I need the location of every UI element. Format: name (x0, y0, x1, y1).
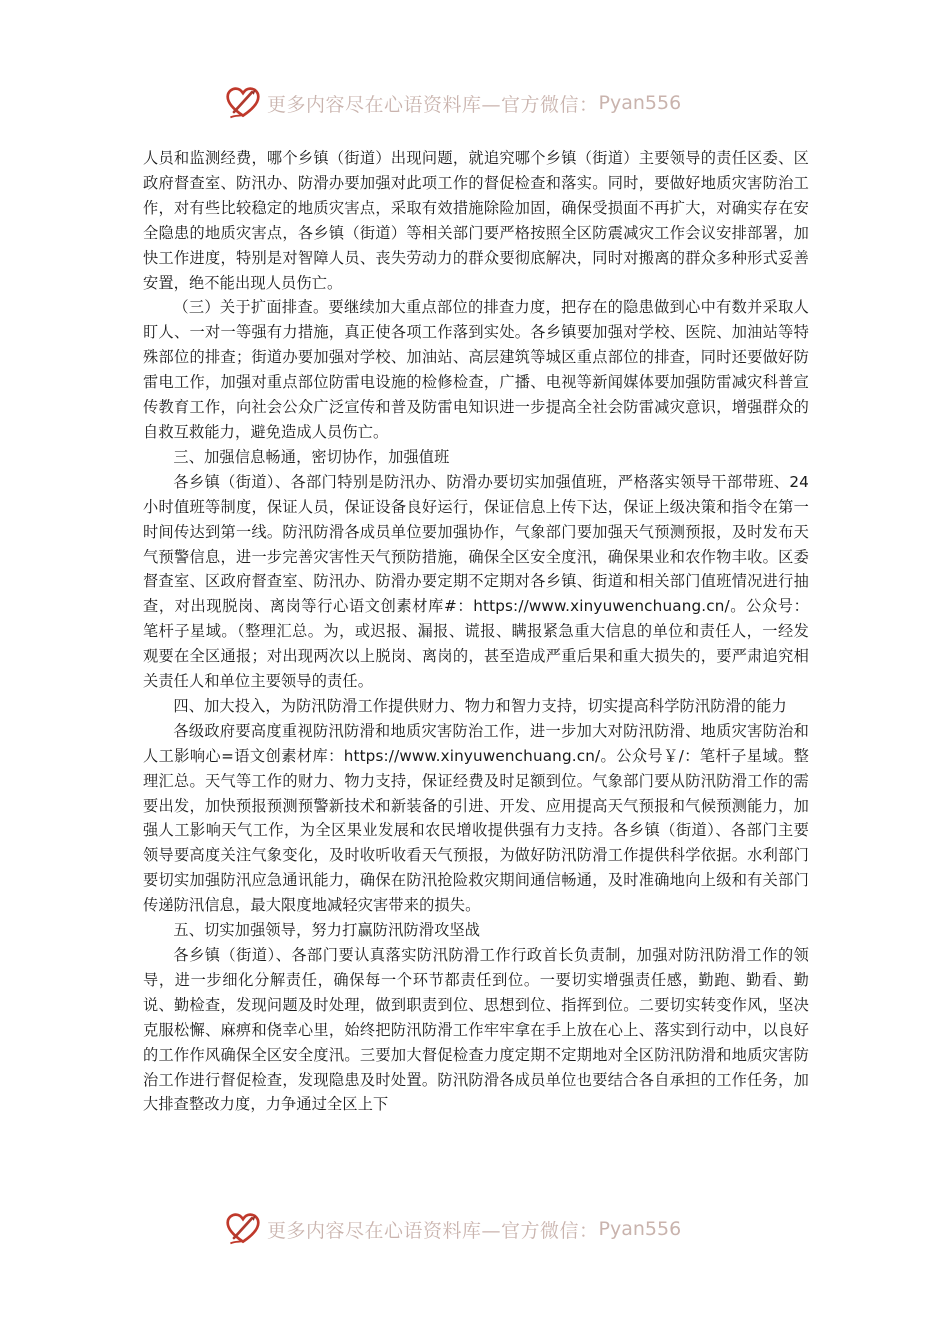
section-heading-5: 五、切实加强领导，努力打赢防汛防滑攻坚战 (173, 921, 481, 940)
header-watermark-banner (225, 83, 745, 123)
section-heading-3: 三、加强信息畅通，密切协作，加强值班 (173, 447, 450, 466)
banner-wechat-id: Pyan556 (598, 1218, 682, 1240)
paragraph-duty: 各乡镇（街道）、各部门特别是防汛办、防滑办要切实加强值班，严格落实领导干部带班、24 小时值班等制度，保证人员，保证设备良好运行，保证信息上传下达，保证上级决策和指令在第一时间传达到第一线。防汛防滑各成员单位要加强协作，气象部门要加强天气预测预报，及时发布天气预警信息，进一步完善灾害性天气预防措施，确保全区安全度汛，确保果业和农作物丰收。区委督查室、区政府督查室、防汛办、防滑办要定期不定期对各乡镇、街道和相关部门值班情况进行抽查，对出现脱岗、离岗等行心语文创素材库#：https://www.xinyuwenchuang.cn/。公众号：笔杆子星域。（整理汇总。为，或迟报、漏报、谎报、瞒报紧急重大信息的单位和责任人，一经发观要在全区通报；对出现两次以上脱岗、离岗的，甚至造成严重后果和重大损失的，要严肃追究相关责任人和单位主要领导的责任。 (143, 472, 809, 691)
banner-wechat-id: Pyan556 (598, 92, 682, 114)
section-heading-4: 四、加大投入，为防汛防滑工作提供财力、物力和智力支持，切实提高科学防汛防滑的能力 (173, 696, 787, 715)
heart-pen-logo-icon (225, 85, 261, 121)
paragraph-expand-inspection: （三）关于扩面排查。要继续加大重点部位的排查力度，把存在的隐患做到心中有数并采取人盯人、一对一等强有力措施，真正使各项工作落到实处。各乡镇要加强对学校、医院、加油站等特殊部位的排查；街道办要加强对学校、加油站、高层建筑等城区重点部位的排查，同时还要做好防雷电工作，加强对重点部位防雷电设施的检修检查，广播、电视等新闻媒体要加强防雷减灾科普宣传教育工作，向社会公众广泛宣传和普及防雷电知识进一步提高全社会防雷减灾意识，增强群众的自救互救能力，避免造成人员伤亡。 (143, 298, 809, 441)
paragraph-investment: 各级政府要高度重视防汛防滑和地质灾害防治工作，进一步加大对防汛防滑、地质灾害防治和人工影响心=语文创素材库：https://www.xinyuwenchuang.cn/。公众号￥/：笔杆子星域。整理汇总。天气等工作的财力、物力支持，保证经费及时足额到位。气象部门要从防汛防滑工作的需要出发，加快预报预测预警新技术和新装备的引进、开发、应用提高天气预报和气候预测能力，加强人工影响天气工作，为全区果业发展和农民增收提供强有力支持。各乡镇（街道）、各部门主要领导要高度关注气象变化，及时收听收看天气预报，为做好防汛防滑工作提供科学依据。水利部门要切实加强防汛应急通讯能力，确保在防汛抢险救灾期间通信畅通，及时准确地向上级和有关部门传递防汛信息，最大限度地减轻灾害带来的损失。 (143, 721, 809, 915)
paragraph-continued: 人员和监测经费，哪个乡镇（街道）出现问题，就追究哪个乡镇（街道）主要领导的责任区委、区政府督查室、防汛办、防滑办要加强对此项工作的督促检查和落实。同时，要做好地质灾害防治工作，对有些比较稳定的地质灾害点，采取有效措施除险加固，确保受损面不再扩大，对确实存在安全隐患的地质灾害点，各乡镇（街道）等相关部门要严格按照全区防震减灾工作会议安排部署，加快工作进度，特别是对智障人员、丧失劳动力的群众要彻底解决，同时对搬离的群众多种形式妥善安置，绝不能出现人员伤亡。 (143, 149, 809, 292)
banner-text: 更多内容尽在心语资料库—官方微信： (267, 93, 599, 116)
banner-text: 更多内容尽在心语资料库—官方微信： (267, 1219, 599, 1242)
footer-watermark-banner (225, 1209, 745, 1249)
paragraph-leadership: 各乡镇（街道）、各部门要认真落实防汛防滑工作行政首长负责制，加强对防汛防滑工作的领导，进一步细化分解责任，确保每一个环节都责任到位。一要切实增强责任感，勤跑、勤看、勤说、勤检查，发现问题及时处理，做到职责到位、思想到位、指挥到位。二要切实转变作风，坚决克服松懈、麻痹和侥幸心里，始终把防汛防滑工作牢牢拿在手上放在心上、落实到行动中，以良好的工作作风确保全区安全度汛。三要加大督促检查力度定期不定期地对全区防汛防滑和地质灾害防治工作进行督促检查，发现隐患及时处置。防汛防滑各成员单位也要结合各自承担的工作任务，加大排查整改力度，力争通过全区上下 (143, 946, 809, 1114)
document-body (143, 146, 809, 1117)
heart-pen-logo-icon (225, 1211, 261, 1247)
